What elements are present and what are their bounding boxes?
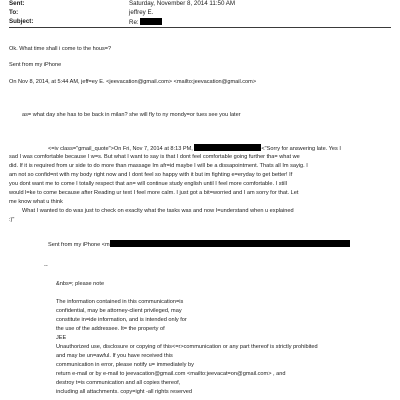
- sent-label: Sent:: [9, 0, 25, 7]
- disclaimer-line-9: return e-mail or by e-mail to jeevacation@gmail.com <mailto:jeevacat=on@gmail.com> , and: [56, 371, 286, 377]
- reply-line: Ok. What time shall i come to the hous=?: [9, 46, 112, 52]
- quoted-message-line-4: am not so confid=nt with my body right now and I dont feel so happy with it but im fighting e=eryday to get better! If: [9, 172, 293, 178]
- quoted-message-start: <=iv class="gmail_quote">On Fri, Nov 7, 2014 at 8:13 PM,: [48, 146, 193, 152]
- disclaimer-line-4: the use of the addressee. It= the property of: [56, 326, 165, 332]
- signature-line: Sent from my iPhone: [9, 62, 62, 68]
- disclaimer-line-6: Unauthorized use, disclosure or copying of this<=r>communication or any part thereof is strictly prohibited: [56, 344, 318, 350]
- subject-value-wrap: [129, 18, 162, 27]
- disclaimer-line-8: communication in error, please notify u= immediately by: [56, 362, 194, 368]
- sender-redaction: [194, 144, 261, 151]
- quoted-message-line-8: What I wanted to do was just to check on exaclty what the tasks was and now I=understand when u explained: [22, 208, 294, 214]
- quoted-message-line-2: sad I was comfortable because I w=s. But what I want to say is that I dont feel comfortable going further tha= what we: [9, 154, 300, 160]
- disclaimer-line-11: including all attachments. copy=ight -all rights reserved: [56, 389, 193, 395]
- signature-redaction: [110, 240, 350, 247]
- disclaimer-line-5: JEE: [56, 335, 67, 341]
- subject-value: Re:: [129, 19, 139, 26]
- quoted-message-line-9: :)": [9, 217, 15, 223]
- quoted-signature-text: Sent from my iPhone <m: [48, 242, 110, 248]
- disclaimer-line-7: and may be un=awful. If you have received this: [56, 353, 173, 359]
- header-divider: [9, 27, 391, 28]
- quoted-message-line-6: would l=ke to come because after Reading ur text I feel more calm. I just got a bit=worried and I am sorry for that. Let: [9, 190, 299, 196]
- sent-value: Saturday, November 8, 2014 11:50 AM: [129, 0, 236, 7]
- subject-label: Subject:: [9, 18, 34, 25]
- quote-attribution: On Nov 8, 2014, at 5:44 AM, jeff=ey E. <jeevacation@gmail.com> <mailto:jeevacation@gmail.com>: [9, 79, 257, 85]
- separator-dashes: --: [44, 263, 48, 269]
- quoted-message-line-7: me know what u think: [9, 199, 63, 205]
- quoted-message-line-5: you dont want me to come I totally respect that an= will continue study english until I feel more comfortable. I still: [9, 181, 287, 187]
- disclaimer-line-3: constitute in=ide information, and is intended only for: [56, 317, 187, 323]
- quoted-message-line-3: did. If it is required from ur side to do more than massage Im afr=id maybe I will be a dissapointment. Thats all Im sayig. I: [9, 163, 308, 169]
- to-label: To:: [9, 9, 19, 16]
- quoted-message-line-1: [48, 144, 341, 153]
- quoted-message-start-end: <"Sorry for answering late. Yes I: [261, 146, 341, 152]
- to-value: jeffrey E.: [129, 9, 154, 16]
- disclaimer-line-10: destroy t=is communication and all copies thereof,: [56, 380, 181, 386]
- notice-heading: &nbs=; please note: [56, 281, 105, 287]
- disclaimer-line-2: confidential, may be attorney-client privileged, may: [56, 308, 182, 314]
- disclaimer-line-1: The information contained in this communication=is: [56, 299, 184, 305]
- quoted-signature: [48, 240, 350, 249]
- quoted-question: as= what day she has to be back in milan? she will fly to ny mondy=or tues see you later: [22, 112, 241, 118]
- subject-redaction: [140, 18, 162, 25]
